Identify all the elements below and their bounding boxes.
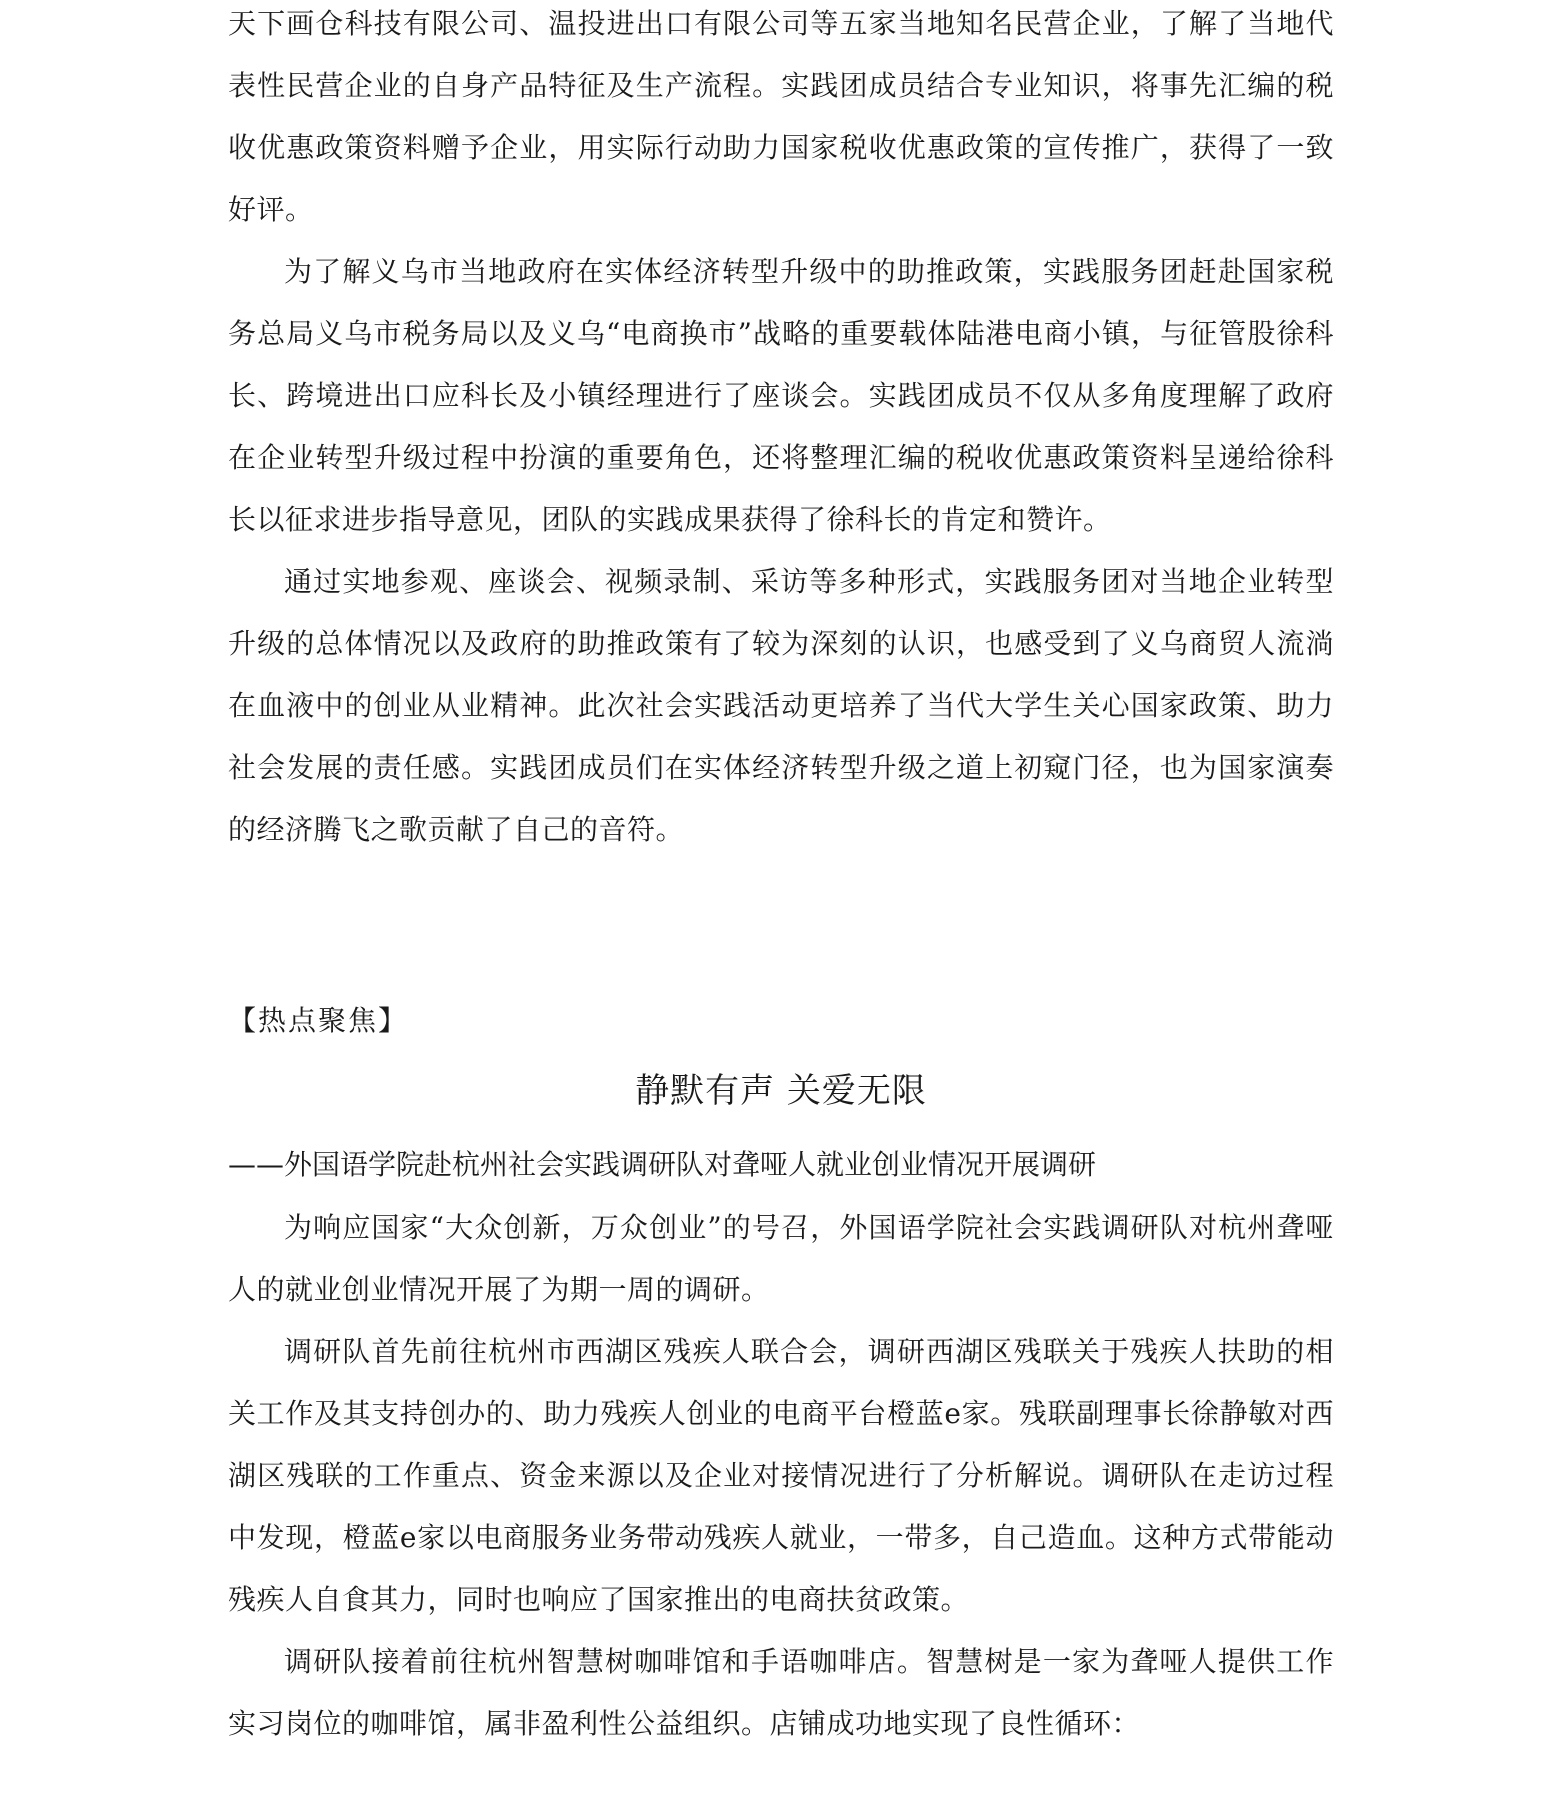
article-body [228, 1197, 1334, 1755]
article-subtitle: ——外国语学院赴杭州社会实践调研队对聋哑人就业创业情况开展调研 [228, 1148, 1097, 1181]
paragraph: 通过实地参观、座谈会、视频录制、采访等多种形式，实践服务团对当地企业转型升级的总体情况以及政府的助推政策有了较为深刻的认识，也感受到了义乌商贸人流淌在血液中的创业从业精神。此次社会实践活动更培养了当代大学生关心国家政策、助力社会发展的责任感。实践团成员们在实体经济转型升级之道上初窥门径，也为国家演奏的经济腾飞之歌贡献了自己的音符。 [228, 565, 1334, 846]
paragraph: 为响应国家“大众创新，万众创业”的号召，外国语学院社会实践调研队对杭州聋哑人的就业创业情况开展了为期一周的调研。 [228, 1211, 1334, 1306]
paragraph: 调研队接着前往杭州智慧树咖啡馆和手语咖啡店。智慧树是一家为聋哑人提供工作实习岗位的咖啡馆，属非盈利性公益组织。店铺成功地实现了良性循环： [228, 1645, 1334, 1740]
paragraph: 调研队首先前往杭州市西湖区残疾人联合会，调研西湖区残联关于残疾人扶助的相关工作及其支持创办的、助力残疾人创业的电商平台橙蓝e家。残联副理事长徐静敏对西湖区残联的工作重点、资金来源以及企业对接情况进行了分析解说。调研队在走访过程中发现，橙蓝e家以电商服务业务带动残疾人就业，一带多，自己造血。这种方式带能动残疾人自食其力，同时也响应了国家推出的电商扶贫政策。 [228, 1335, 1334, 1616]
paragraph-continued: 天下画仓科技有限公司、温投进出口有限公司等五家当地知名民营企业，了解了当地代表性民营企业的自身产品特征及生产流程。实践团成员结合专业知识，将事先汇编的税收优惠政策资料赠予企业，用实际行动助力国家税收优惠政策的宣传推广，获得了一致好评。 [228, 7, 1334, 226]
top-section [228, 0, 1334, 861]
section-tag: 【热点聚焦】 [228, 1004, 409, 1037]
article-title: 静默有声 关爱无限 [635, 1071, 927, 1111]
paragraph: 为了解义乌市当地政府在实体经济转型升级中的助推政策，实践服务团赶赴国家税务总局义乌市税务局以及义乌“电商换市”战略的重要载体陆港电商小镇，与征管股徐科长、跨境进出口应科长及小镇经理进行了座谈会。实践团成员不仅从多角度理解了政府在企业转型升级过程中扮演的重要角色，还将整理汇编的税收优惠政策资料呈递给徐科长以征求进步指导意见，团队的实践成果获得了徐科长的肯定和赞许。 [228, 255, 1334, 536]
